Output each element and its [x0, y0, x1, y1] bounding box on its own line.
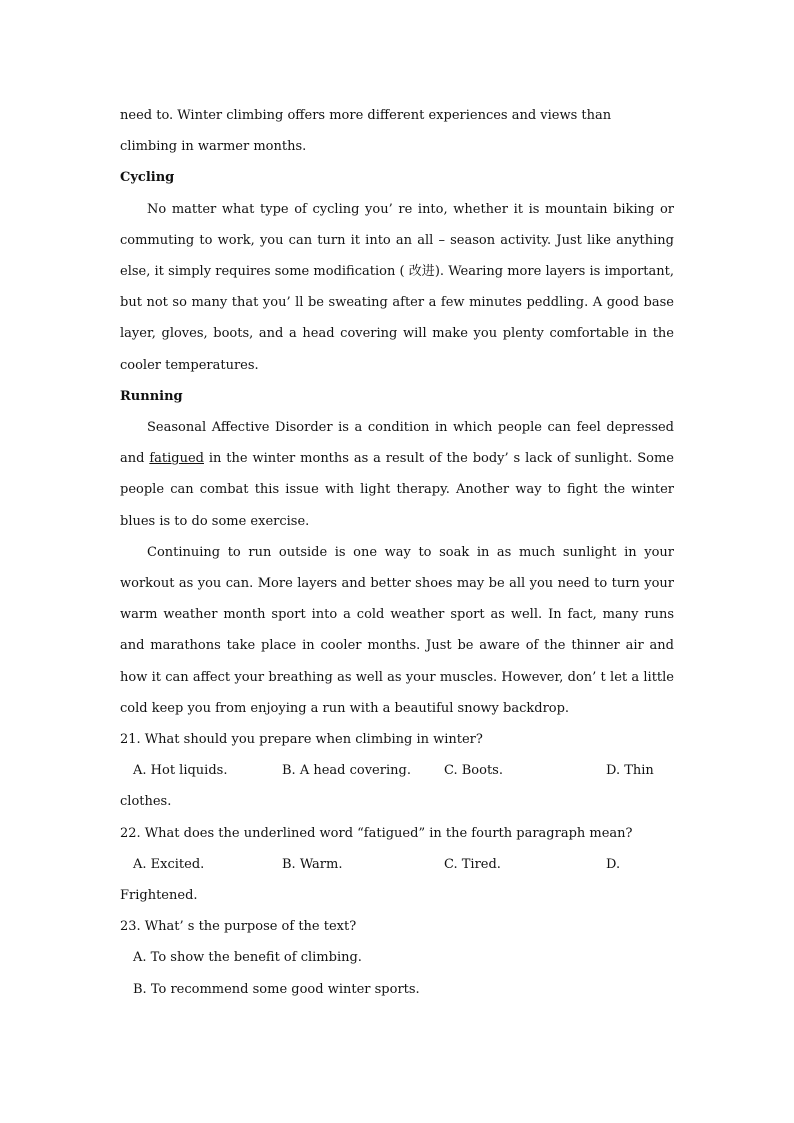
q23-option-b: B. To recommend some good winter sports. — [133, 981, 420, 997]
climbing-line-1: need to. Winter climbing offers more different experiences and views than — [120, 108, 612, 123]
cycling-heading: Cycling — [120, 170, 175, 186]
q22-option-b: B. Warm. — [282, 856, 343, 872]
running-p1-after: in the winter months as a result of the body’ s lack of sunlight. Some people can combat this issue with light therapy. Another way to fight the winter blues is to do some exercise. — [120, 451, 675, 529]
climbing-line-2: climbing in warmer months. — [120, 139, 307, 155]
q22-option-a: A. Excited. — [133, 856, 205, 872]
q21-option-b: B. A head covering. — [282, 763, 411, 779]
q22-option-c: C. Tired. — [444, 856, 501, 872]
question-22-options — [120, 849, 674, 880]
underlined-word-fatigued: fatigued — [149, 451, 204, 467]
question-21-options — [120, 755, 674, 786]
cycling-text-before: No matter what type of cycling you’ re into, whether it is mountain biking or commuting to work, you can turn it into an all – season activity. Just like anything else, it simply requires some modification ( — [120, 201, 674, 280]
q22-option-d-wrap: Frightened. — [120, 888, 198, 904]
climbing-paragraph-tail — [120, 100, 674, 162]
running-paragraph-1 — [120, 412, 674, 537]
q21-option-d-wrap: clothes. — [120, 794, 172, 810]
running-heading: Running — [120, 388, 183, 404]
q21-option-a: A. Hot liquids. — [133, 763, 228, 779]
q23-option-a: A. To show the benefit of climbing. — [133, 950, 362, 966]
question-21-stem: 21. What should you prepare when climbing in winter? — [120, 732, 483, 748]
cycling-cn-word: 改进 — [408, 264, 435, 280]
q22-option-d: D. — [606, 856, 621, 872]
q21-option-d: D. Thin — [606, 763, 654, 779]
question-22-stem: 22. What does the underlined word “fatigued” in the fourth paragraph mean? — [120, 825, 633, 841]
document-page — [120, 100, 674, 1005]
question-23-stem: 23. What’ s the purpose of the text? — [120, 919, 357, 935]
running-paragraph-2: Continuing to run outside is one way to soak in as much sunlight in your workout as you can. More layers and better shoes may be all you need to turn your warm weather month sport into a cold weather sport as well. In fact, many runs and marathons take place in cooler months. Just be aware of the thinner air and how it can affect your breathing as well as your muscles. However, don’ t let a little cold keep you from enjoying a run with a beautiful snowy backdrop. — [120, 544, 674, 716]
running-p1-before: Seasonal Affective Disorder is a condition in which people can feel depressed and — [120, 420, 674, 467]
cycling-text-after: ). Wearing more layers is important, but not so many that you’ ll be sweating after a few minutes peddling. A good base layer, gloves, boots, and a head covering will make you plenty comfortable in the cooler temperatures. — [120, 264, 675, 373]
q21-option-c: C. Boots. — [444, 763, 503, 779]
cycling-paragraph — [120, 194, 674, 381]
